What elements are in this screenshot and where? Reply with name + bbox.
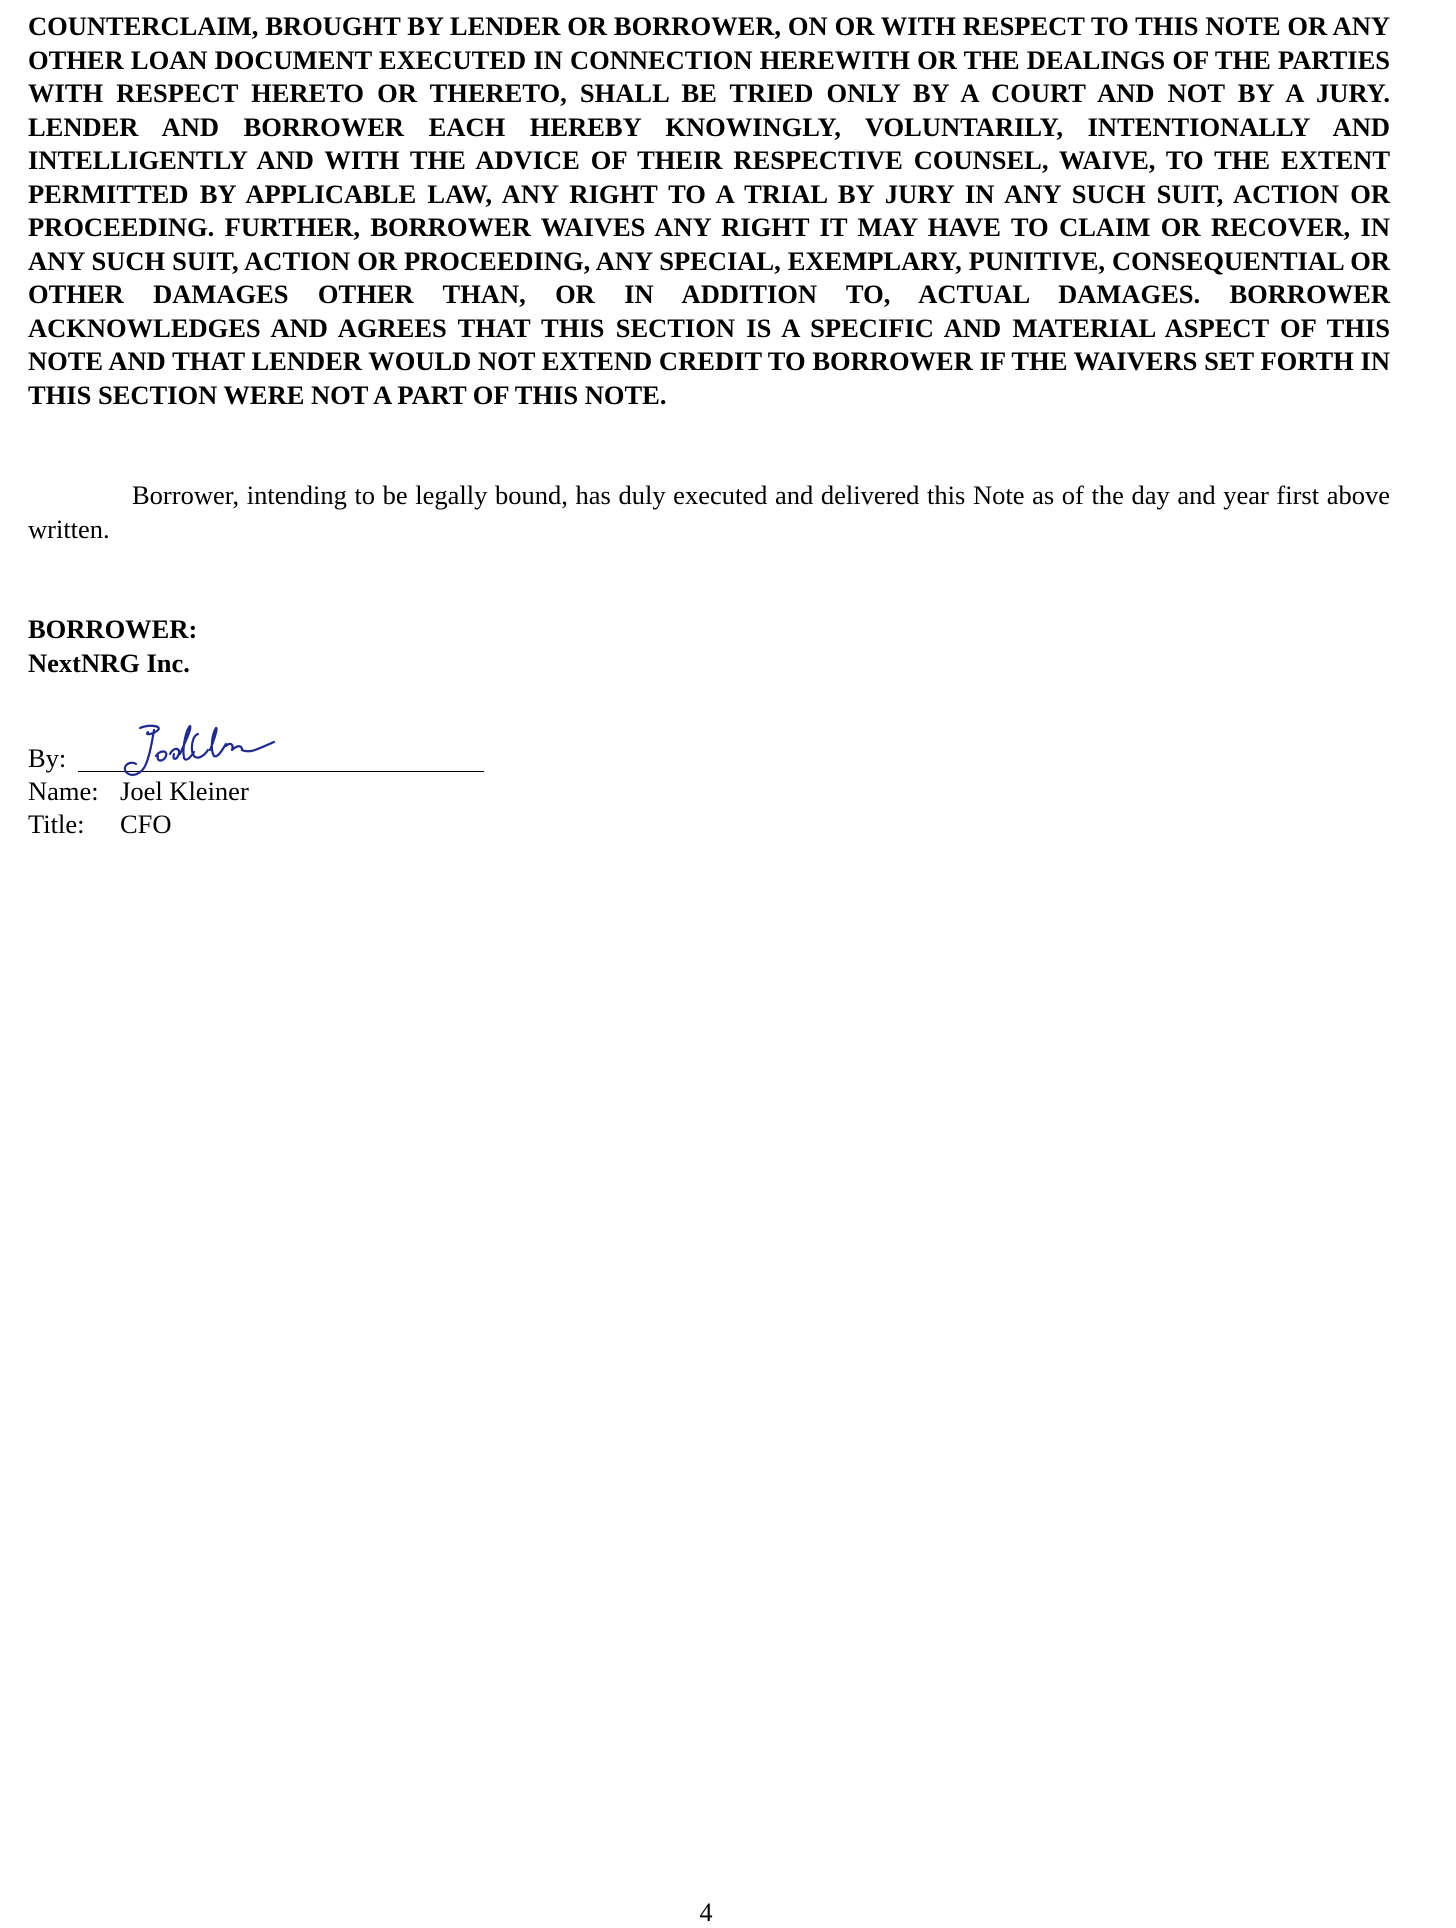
page-number: 4 xyxy=(699,1898,713,1927)
name-label: Name: xyxy=(28,776,99,806)
signer-title: CFO xyxy=(120,809,172,839)
signature-block xyxy=(28,742,488,841)
party-name: NextNRG Inc. xyxy=(28,648,190,678)
name-row xyxy=(28,775,488,808)
execution-paragraph: Borrower, intending to be legally bound, has duly executed and delivered this Note as of the day and year first above written. xyxy=(28,480,1390,544)
title-row xyxy=(28,808,488,841)
by-row xyxy=(28,742,488,775)
borrower-party xyxy=(28,612,197,680)
signer-name: Joel Kleiner xyxy=(120,776,249,806)
title-label: Title: xyxy=(28,809,85,839)
party-label: BORROWER: xyxy=(28,614,198,644)
by-label: By: xyxy=(28,743,67,773)
jury-waiver-paragraph: COUNTERCLAIM, BROUGHT BY LENDER OR BORROWER, ON OR WITH RESPECT TO THIS NOTE OR ANY OTHER LOAN DOCUMENT EXECUTED IN CONNECTION HEREWITH OR THE DEALINGS OF THE PARTIES WITH RESPECT HERETO OR THERETO, SHALL BE TRIED ONLY BY A COURT AND NOT BY A JURY. LENDER AND BORROWER EACH HEREBY KNOWINGLY, VOLUNTARILY, INTENTIONALLY AND INTELLIGENTLY AND WITH THE ADVICE OF THEIR RESPECTIVE COUNSEL, WAIVE, TO THE EXTENT PERMITTED BY APPLICABLE LAW, ANY RIGHT TO A TRIAL BY JURY IN ANY SUCH SUIT, ACTION OR PROCEEDING. FURTHER, BORROWER WAIVES ANY RIGHT IT MAY HAVE TO CLAIM OR RECOVER, IN ANY SUCH SUIT, ACTION OR PROCEEDING, ANY SPECIAL, EXEMPLARY, PUNITIVE, CONSEQUENTIAL OR OTHER DAMAGES OTHER THAN, OR IN ADDITION TO, ACTUAL DAMAGES. BORROWER ACKNOWLEDGES AND AGREES THAT THIS SECTION IS A SPECIFIC AND MATERIAL ASPECT OF THIS NOTE AND THAT LENDER WOULD NOT EXTEND CREDIT TO BORROWER IF THE WAIVERS SET FORTH IN THIS SECTION WERE NOT A PART OF THIS NOTE. xyxy=(28,11,1390,410)
